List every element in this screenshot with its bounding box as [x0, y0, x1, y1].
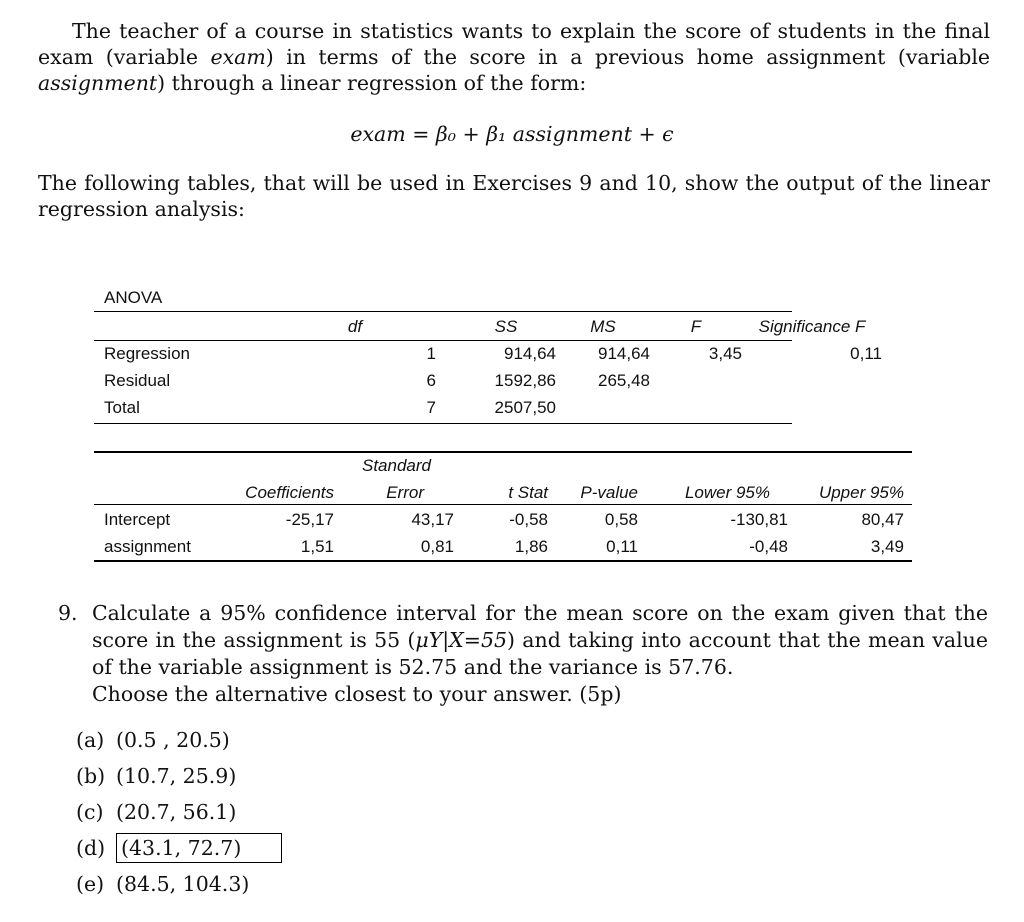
anova-header-significance: Significance F [758, 316, 866, 336]
coef-header-upper95: Upper 95% [818, 482, 904, 502]
coef-standard-error: 0,81 [420, 536, 454, 556]
coef-row [104, 533, 904, 560]
option-e[interactable]: (e) (84.5, 104.3) [76, 872, 250, 896]
coef-value: 1,51 [300, 536, 334, 556]
question-instruction: Choose the alternative closest to your answer. (5p) [92, 682, 622, 706]
anova-ss: 2507,50 [494, 397, 556, 417]
anova-significance [742, 394, 882, 421]
coef-pvalue: 0,11 [606, 536, 638, 556]
coef-header-coefficients: Coefficients [245, 482, 334, 502]
anova-df: 7 [426, 397, 436, 417]
anova-row-label: Total [104, 397, 140, 417]
anova-row-label: Residual [104, 370, 171, 390]
anova-row [104, 367, 882, 394]
coef-upper95: 3,49 [870, 536, 904, 556]
coef-standard-error: 43,17 [411, 509, 454, 529]
coef-header-pvalue: P-value [580, 482, 638, 502]
tables-intro-paragraph: The following tables, that will be used in Exercises 9 and 10, show the output of the linear regression analysis: [38, 171, 990, 221]
coef-lower95: -0,48 [749, 536, 788, 556]
anova-ss: 914,64 [504, 343, 556, 363]
coef-header-tstat: t Stat [508, 482, 548, 502]
coef-header-blank [104, 479, 214, 506]
anova-df: 1 [426, 343, 436, 363]
anova-ms [556, 394, 650, 421]
anova-header-ms: MS [590, 316, 616, 336]
question-9: 9. Calculate a 95% confidence interval for the mean score on the exam given that the score in the assignment is 55 (μY|X=55) and taking into account that the mean value of the variable assignment is 52.75 and the variance is 57.76. Choose the alternative closest to your answer. (5p) [58, 601, 988, 706]
coef-row [104, 506, 904, 533]
coef-row-label: assignment [104, 536, 191, 556]
coefficients-table [104, 479, 904, 560]
coef-top-rule [94, 451, 912, 453]
coef-header-row [104, 479, 904, 506]
anova-f [650, 367, 742, 394]
coef-header-lower95: Lower 95% [684, 482, 770, 502]
anova-significance [742, 367, 882, 394]
anova-header-f: F [690, 316, 702, 336]
option-b[interactable]: (b) (10.7, 25.9) [76, 764, 237, 788]
anova-row [104, 340, 882, 367]
coef-tstat: -0,58 [509, 509, 548, 529]
option-c[interactable]: (c) (20.7, 56.1) [76, 800, 237, 824]
regression-formula: exam = β₀ + β₁ assignment + ϵ [350, 122, 674, 146]
anova-table [104, 313, 882, 421]
anova-significance: 0,11 [850, 343, 882, 363]
anova-row-label: Regression [104, 343, 190, 363]
coef-lower95: -130,81 [730, 509, 788, 529]
intro-paragraph: The teacher of a course in statistics wants to explain the score of students in the final exam (variable exam) in terms of the score in a previous home assignment (variable assignment) through a linear regression of the form: [38, 19, 991, 95]
selected-answer-box: (43.1, 72.7) [116, 833, 282, 863]
coef-pvalue: 0,58 [604, 509, 638, 529]
anova-bottom-rule [94, 423, 792, 424]
anova-header-df: df [347, 316, 363, 336]
coef-value: -25,17 [285, 509, 334, 529]
anova-row [104, 394, 882, 421]
anova-ms: 265,48 [598, 370, 650, 390]
anova-header-row [104, 313, 882, 340]
mu-symbol: μY|X=55 [415, 628, 508, 652]
anova-ss: 1592,86 [494, 370, 556, 390]
option-a[interactable]: (a) (0.5 , 20.5) [76, 728, 230, 752]
question-number: 9. [58, 601, 78, 625]
coef-header-standard: Standard [362, 456, 431, 475]
coef-tstat: 1,86 [514, 536, 548, 556]
option-d[interactable]: (d) (43.1, 72.7) [76, 836, 282, 860]
anova-f: 3,45 [708, 343, 742, 363]
anova-title: ANOVA [104, 288, 163, 307]
anova-f [650, 394, 742, 421]
coef-bottom-rule [94, 560, 912, 562]
anova-header-blank [104, 313, 214, 340]
coef-header-error: Error [386, 482, 424, 502]
coef-row-label: Intercept [104, 509, 171, 529]
anova-header-ss: SS [494, 316, 518, 336]
anova-ms: 914,64 [598, 343, 650, 363]
coef-upper95: 80,47 [861, 509, 904, 529]
anova-top-rule [94, 311, 792, 312]
anova-df: 6 [426, 370, 436, 390]
